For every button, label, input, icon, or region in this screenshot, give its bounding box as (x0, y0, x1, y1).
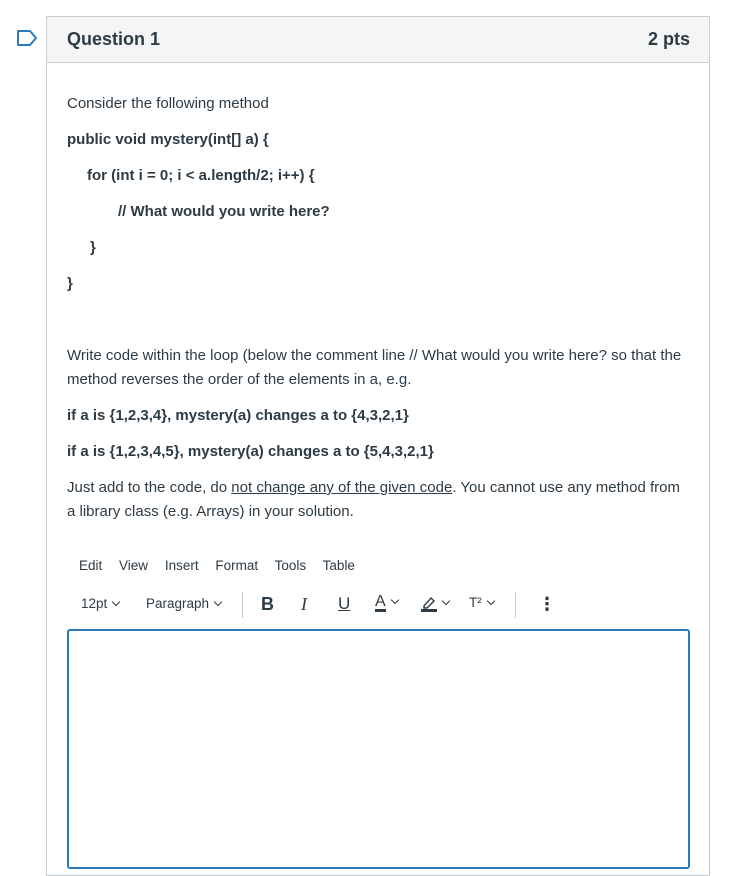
code-line-signature: public void mystery(int[] a) { (67, 131, 269, 148)
italic-button[interactable]: I (301, 594, 307, 614)
question-points: 2 pts (647, 29, 690, 49)
question-card (46, 16, 710, 876)
menu-insert[interactable]: Insert (164, 558, 199, 573)
menu-format[interactable]: Format (215, 558, 259, 573)
note-underlined: not change any of the given code (231, 479, 453, 496)
chevron-down-icon (442, 597, 450, 605)
superscript-icon: T² (469, 595, 482, 610)
highlighter-icon (421, 595, 437, 612)
chevron-down-icon (112, 598, 120, 606)
flag-question-icon[interactable] (16, 29, 38, 47)
menu-view[interactable]: View (119, 558, 149, 573)
menu-table[interactable]: Table (322, 558, 355, 573)
bold-button[interactable]: B (261, 594, 274, 614)
answer-text[interactable] (69, 631, 688, 647)
code-line-comment: // What would you write here? (118, 203, 330, 220)
toolbar-divider (242, 592, 243, 618)
menu-tools[interactable]: Tools (274, 558, 307, 573)
underline-button[interactable]: U (338, 594, 351, 613)
text-color-icon: A (375, 593, 386, 610)
superscript-button[interactable] (469, 595, 494, 610)
block-format-value: Paragraph (146, 596, 210, 611)
chevron-down-icon (390, 596, 398, 604)
font-size-value: 12pt (81, 596, 108, 611)
answer-editor[interactable] (67, 629, 690, 869)
menu-edit[interactable]: Edit (79, 558, 103, 573)
text-color-button[interactable] (375, 594, 398, 612)
toolbar-divider (515, 592, 516, 618)
note-prefix: Just add to the code, do (67, 479, 232, 496)
editor-toolbar (81, 592, 556, 618)
example-2: if a is {1,2,3,4,5}, mystery(a) changes a to {5,4,3,2,1} (67, 443, 434, 460)
chevron-down-icon (214, 598, 222, 606)
question-header (47, 17, 709, 63)
chevron-down-icon (487, 597, 495, 605)
code-line-close-method: } (67, 275, 73, 292)
code-line-for: for (int i = 0; i < a.length/2; i++) { (87, 167, 315, 184)
editor-menubar (79, 558, 368, 573)
intro-text: Consider the following method (67, 95, 269, 112)
instruction-text: Write code within the loop (below the comment line // What would you write here? so that the method reverses the order of the elements in a, e.g. (67, 347, 682, 388)
code-line-close-loop: } (90, 239, 96, 256)
block-format-select[interactable] (146, 596, 221, 611)
highlight-color-button[interactable] (421, 595, 449, 612)
font-size-select[interactable] (81, 596, 119, 611)
note-suffix: . You cannot use any method from a library class (e.g. Arrays) in your solution. (67, 479, 680, 520)
example-1: if a is {1,2,3,4}, mystery(a) changes a to {4,3,2,1} (67, 407, 409, 424)
note-text (67, 476, 687, 524)
question-title: Question 1 (67, 29, 161, 49)
more-options-icon[interactable]: ⋮ (538, 594, 556, 614)
